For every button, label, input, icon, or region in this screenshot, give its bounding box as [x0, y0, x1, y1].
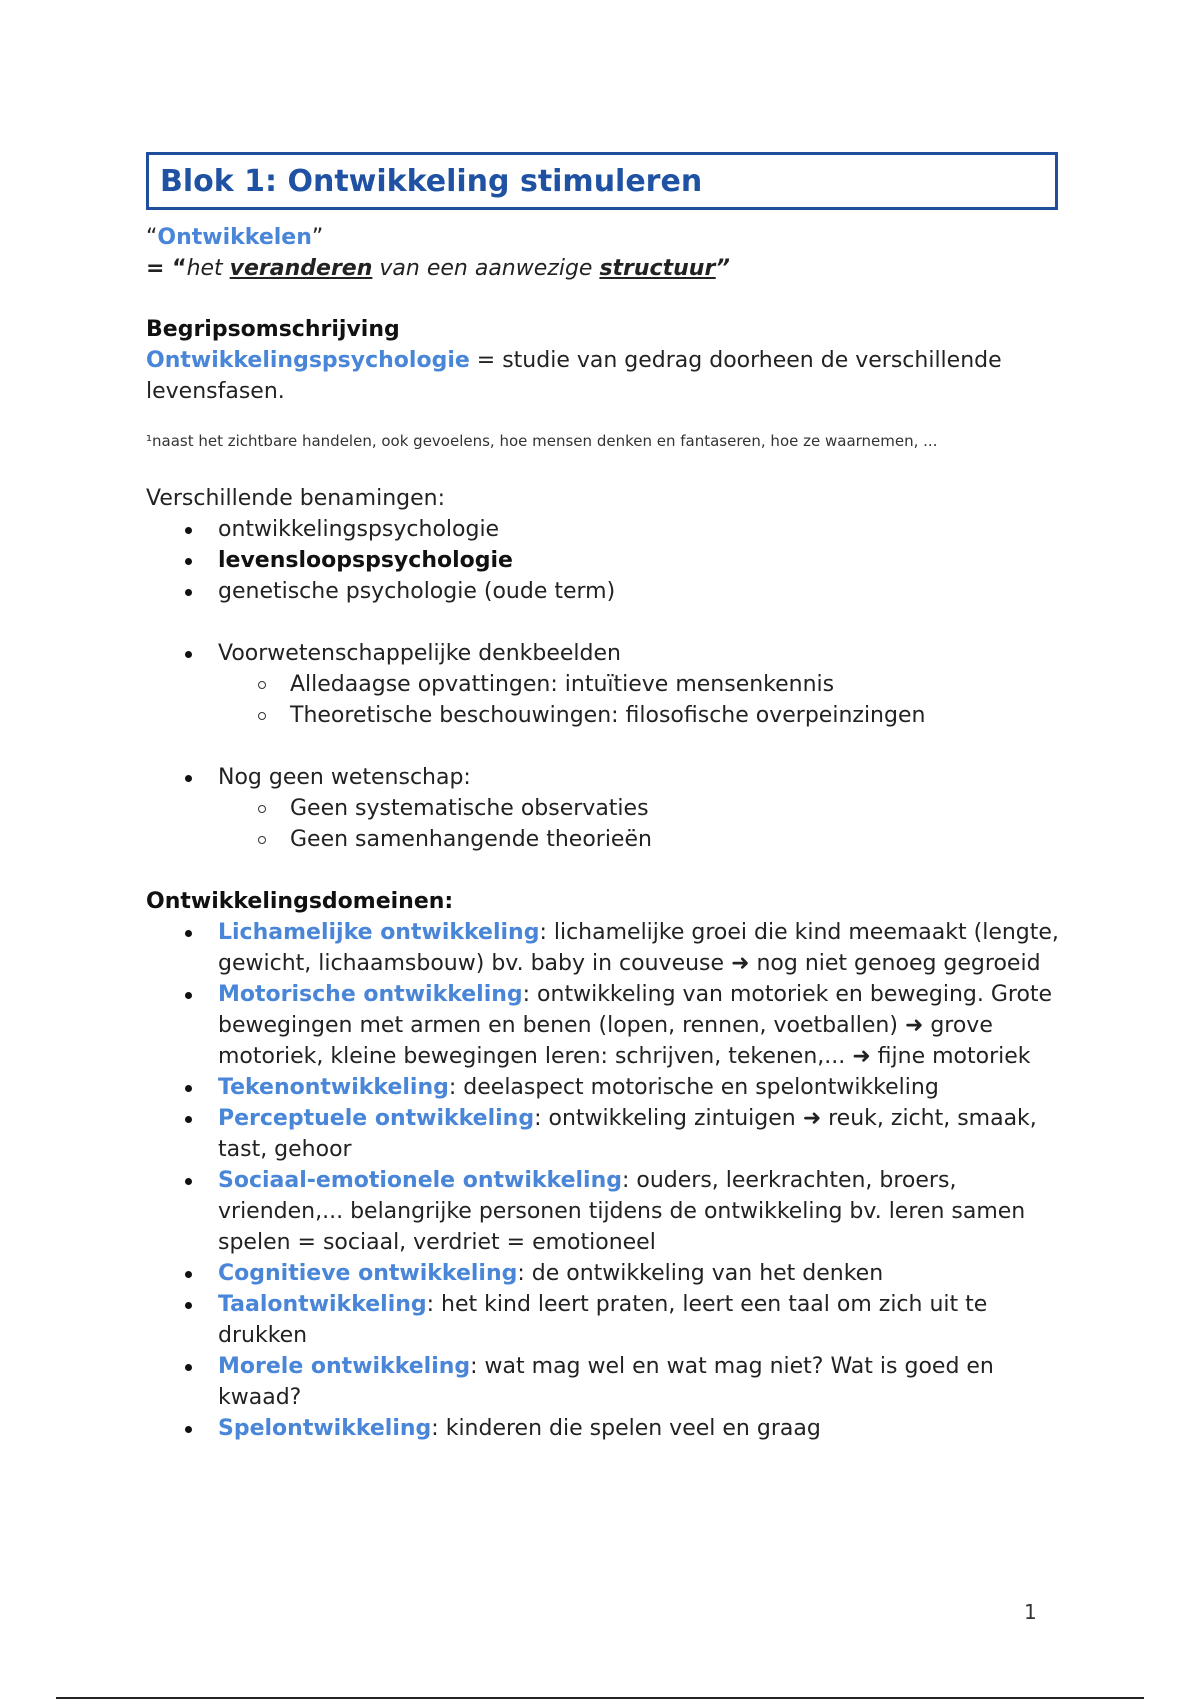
list-item	[183, 1413, 1063, 1444]
page-title: Blok 1: Ontwikkeling stimuleren	[160, 163, 703, 199]
definition-underline-1: veranderen	[229, 256, 373, 281]
begrip-section	[146, 314, 1062, 407]
list-item	[183, 1165, 1063, 1258]
begrip-description: = studie van gedrag doorheen de verschillende levensfasen.	[146, 348, 1002, 404]
list-item	[183, 1103, 1063, 1165]
list-item-label: Nog geen wetenschap:	[218, 765, 471, 790]
definition-term-line	[146, 222, 1062, 253]
domain-text: : kinderen die spelen veel en graag	[431, 1416, 821, 1441]
definition-text-line	[146, 253, 1062, 284]
document-page	[146, 152, 1062, 1444]
domain-text: : ontwikkeling zintuigen ➜ reuk, zicht, smaak, tast, gehoor	[218, 1106, 1037, 1162]
benamingen-list	[146, 514, 1062, 607]
definition-term: Ontwikkelen	[157, 225, 312, 250]
benamingen-section	[146, 483, 1062, 607]
domain-text: : het kind leert praten, leert een taal om zich uit te drukken	[218, 1292, 988, 1348]
list-item	[183, 638, 1062, 731]
definition-italic-2: van een aanwezige	[372, 256, 600, 281]
domain-text: : wat mag wel en wat mag niet? Wat is goed en kwaad?	[218, 1354, 994, 1410]
benamingen-heading: Verschillende benamingen:	[146, 486, 445, 511]
domain-text: : deelaspect motorische en spelontwikkeling	[448, 1075, 939, 1100]
definition-suffix: ”	[715, 256, 730, 281]
domain-term: Motorische ontwikkeling	[218, 982, 523, 1007]
domain-term: Sociaal-emotionele ontwikkeling	[218, 1168, 622, 1193]
domeinen-list	[146, 917, 1063, 1444]
list-item: ontwikkelingspsychologie	[183, 514, 1062, 545]
sub-list-item: Theoretische beschouwingen: filosofische overpeinzingen	[256, 700, 1062, 731]
voorwetenschappelijk-list	[146, 638, 1062, 731]
list-item	[183, 762, 1062, 855]
domain-text: : ouders, leerkrachten, broers, vrienden,... belangrijke personen tijdens de ontwikkeling bv. leren samen spelen = sociaal, verdriet = emotioneel	[218, 1168, 1026, 1255]
domain-text: : lichamelijke groei die kind meemaakt (lengte, gewicht, lichaamsbouw) bv. baby in couveuse ➜ nog niet genoeg gegroeid	[218, 920, 1059, 976]
close-quote: ”	[311, 225, 324, 250]
page-divider	[56, 1697, 1144, 1699]
domain-term: Tekenontwikkeling	[218, 1075, 449, 1100]
definition-prefix: = “	[146, 256, 187, 281]
domain-term: Morele ontwikkeling	[218, 1354, 471, 1379]
sub-list-item: Geen systematische observaties	[256, 793, 1062, 824]
begrip-term: Ontwikkelingspsychologie	[146, 348, 470, 373]
list-item: genetische psychologie (oude term)	[183, 576, 1062, 607]
geen-wetenschap-list	[146, 762, 1062, 855]
list-item-label: Voorwetenschappelijke denkbeelden	[218, 641, 621, 666]
open-quote: “	[146, 225, 158, 250]
definition	[146, 222, 1062, 284]
sub-list	[183, 793, 1062, 855]
domain-term: Taalontwikkeling	[218, 1292, 427, 1317]
domeinen-heading: Ontwikkelingsdomeinen:	[146, 889, 454, 914]
list-item	[183, 917, 1063, 979]
begrip-text	[146, 345, 1062, 407]
page-number: 1	[1024, 1600, 1037, 1624]
domain-term: Spelontwikkeling	[218, 1416, 432, 1441]
domain-text: : ontwikkeling van motoriek en beweging. Grote bewegingen met armen en benen (lopen, rennen, voetballen) ➜ grove motoriek, kleine bewegingen leren: schrijven, tekenen,... ➜ fijne motoriek	[218, 982, 1053, 1069]
list-item	[183, 1289, 1063, 1351]
domain-term: Cognitieve ontwikkeling	[218, 1261, 518, 1286]
list-item	[183, 1258, 1063, 1289]
sub-list-item: Alledaagse opvattingen: intuïtieve mensenkennis	[256, 669, 1062, 700]
sub-list	[183, 669, 1062, 731]
domain-term: Perceptuele ontwikkeling	[218, 1106, 535, 1131]
title-box	[146, 152, 1058, 210]
list-item: levensloopspsychologie	[183, 545, 1062, 576]
footnote: ¹naast het zichtbare handelen, ook gevoelens, hoe mensen denken en fantaseren, hoe ze waarnemen, ...	[146, 432, 938, 450]
domain-text: : de ontwikkeling van het denken	[517, 1261, 884, 1286]
list-item	[183, 1351, 1063, 1413]
domeinen-section	[146, 886, 1062, 1444]
list-item	[183, 979, 1063, 1072]
definition-italic-1: het	[186, 256, 230, 281]
definition-underline-2: structuur	[599, 256, 716, 281]
sub-list-item: Geen samenhangende theorieën	[256, 824, 1062, 855]
list-item	[183, 1072, 1063, 1103]
begrip-heading: Begripsomschrijving	[146, 317, 400, 342]
domain-term: Lichamelijke ontwikkeling	[218, 920, 540, 945]
